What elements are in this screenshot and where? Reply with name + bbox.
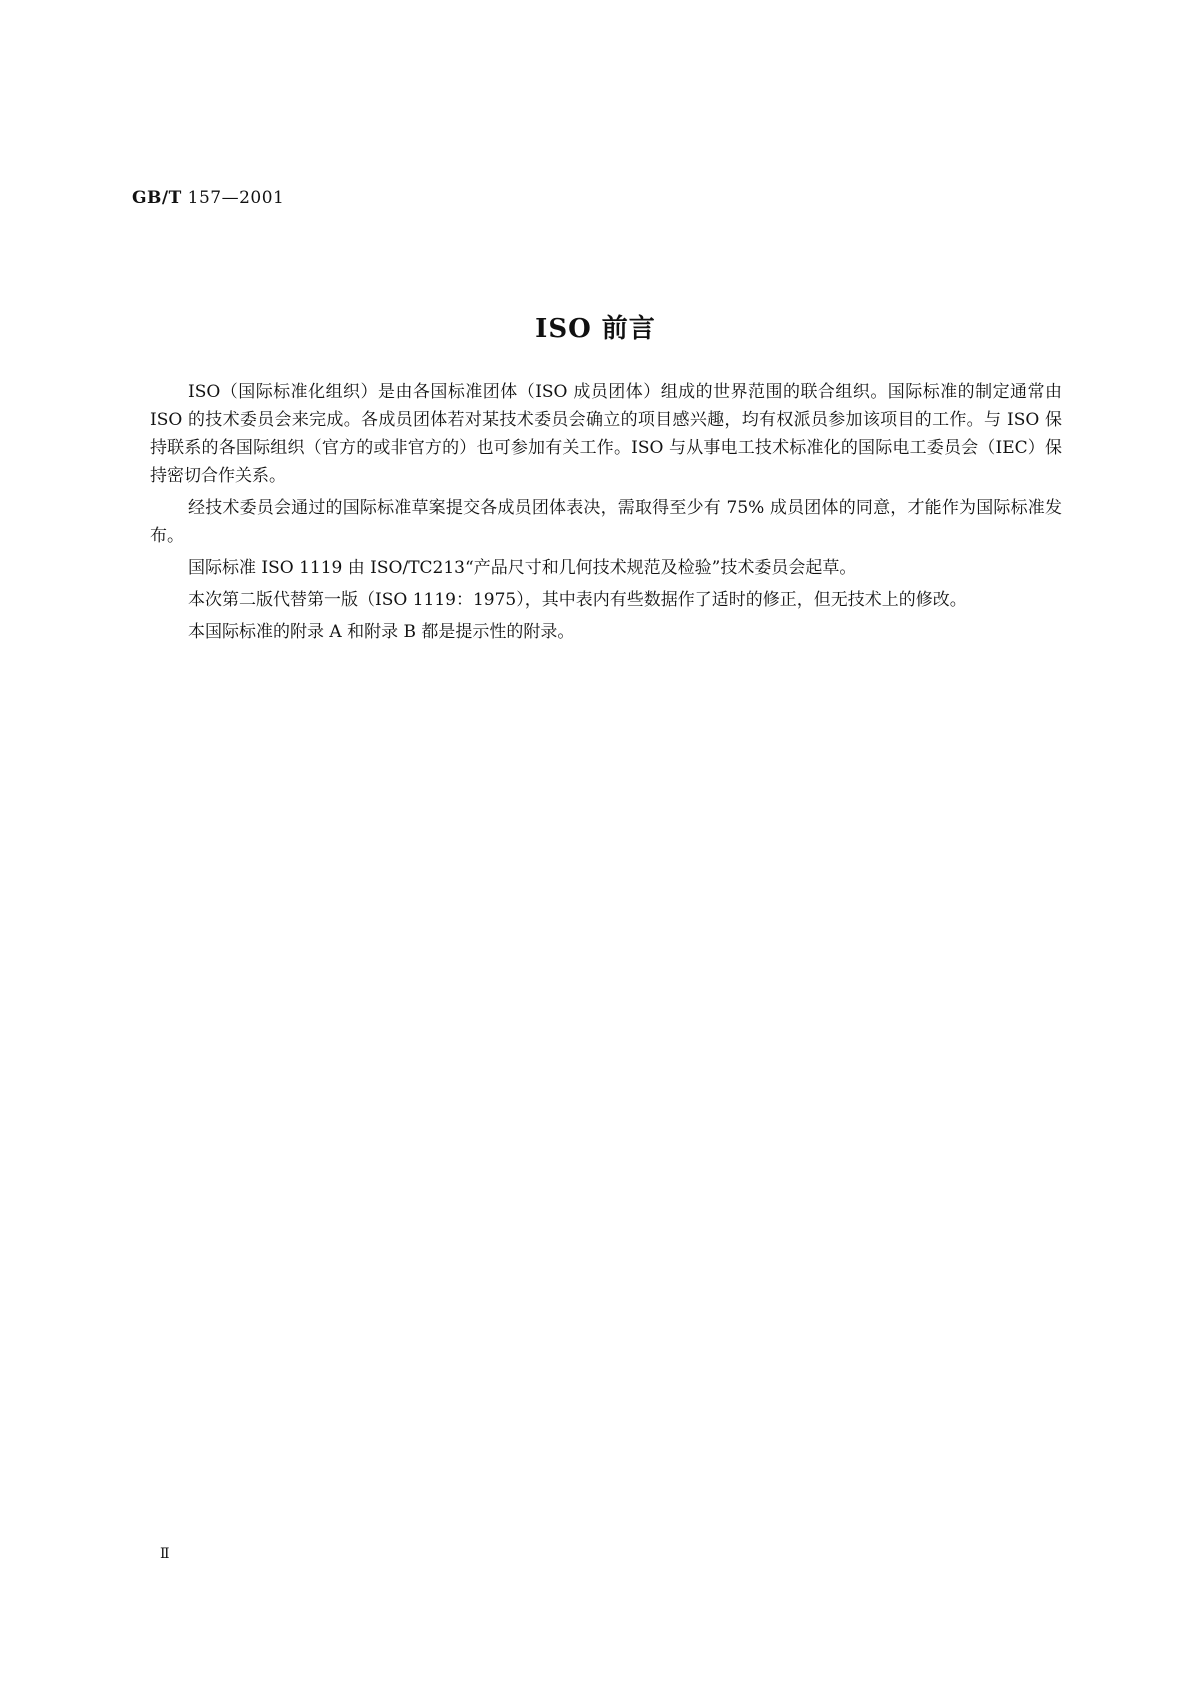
- paragraph-voting: 经技术委员会通过的国际标准草案提交各成员团体表决，需取得至少有 75% 成员团体的同意，才能作为国际标准发布。: [150, 498, 1062, 546]
- document-code-number: 157—2001: [181, 188, 285, 208]
- page-number: Ⅱ: [160, 1546, 170, 1562]
- paragraph-annexes: 本国际标准的附录 A 和附录 B 都是提示性的附录。: [188, 622, 575, 642]
- page-title: ISO 前言: [535, 314, 656, 344]
- paragraph-edition: 本次第二版代替第一版（ISO 1119：1975），其中表内有些数据作了适时的修正，但无技术上的修改。: [188, 590, 967, 610]
- paragraph-intro: ISO（国际标准化组织）是由各国标准团体（ISO 成员团体）组成的世界范围的联合组织。国际标准的制定通常由 ISO 的技术委员会来完成。各成员团体若对某技术委员会确立的项目感兴趣，均有权派员参加该项目的工作。与 ISO 保持联系的各国际组织（官方的或非官方的）也可参加有关工作。ISO 与从事电工技术标准化的国际电工委员会（IEC）保持密切合作关系。: [150, 382, 1062, 486]
- paragraph-drafting: 国际标准 ISO 1119 由 ISO/TC213“产品尺寸和几何技术规范及检验”技术委员会起草。: [188, 558, 857, 578]
- document-code-prefix: GB/T: [132, 188, 182, 208]
- foreword-body: [150, 378, 1062, 650]
- document-code: [132, 188, 284, 208]
